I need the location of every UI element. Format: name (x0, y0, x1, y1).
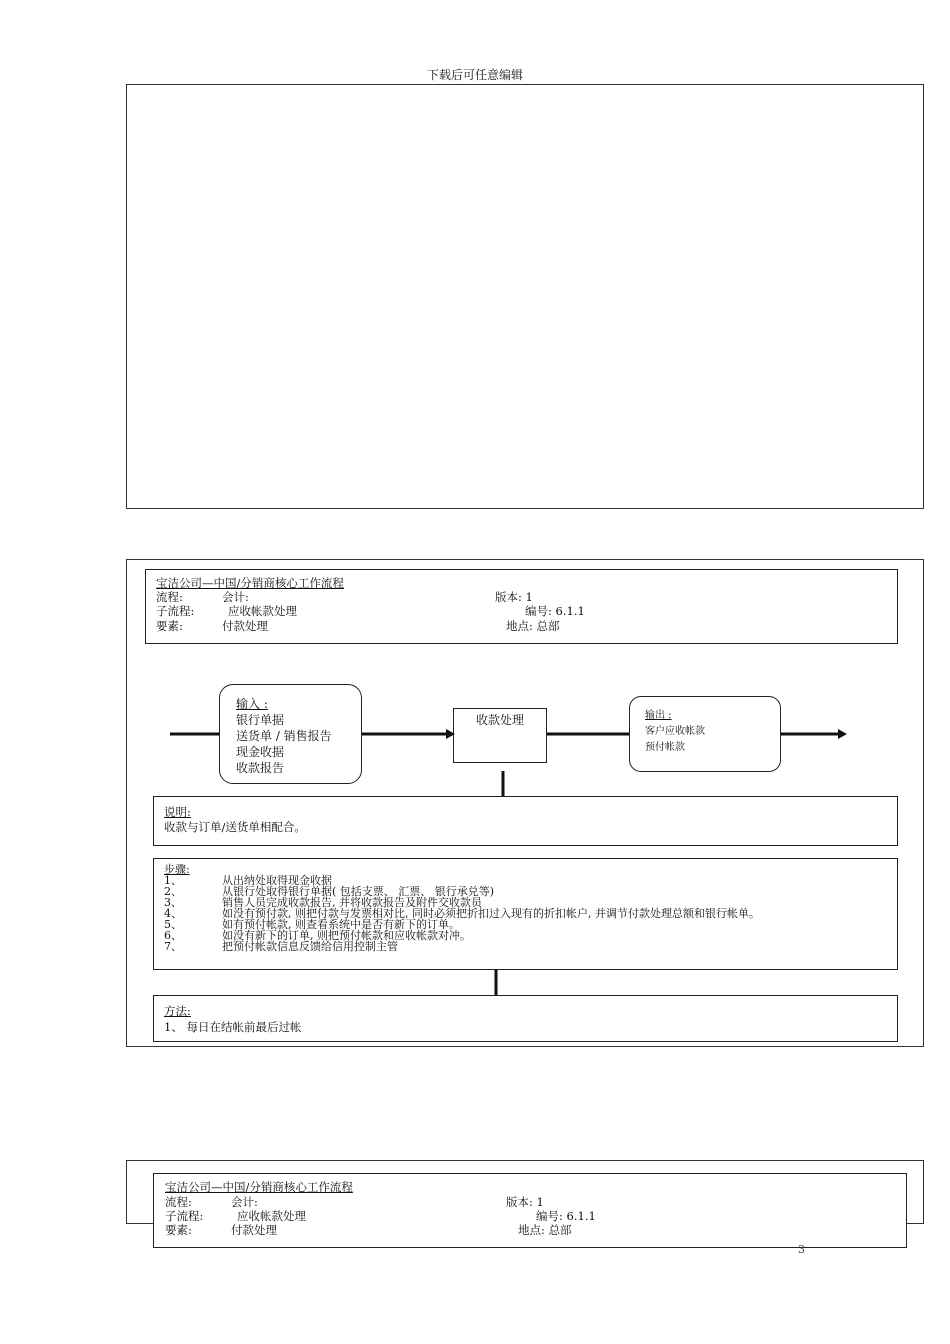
step-number: 5、 (164, 918, 182, 931)
step-text: 把预付帐款信息反馈给信用控制主管 (222, 940, 398, 953)
process-label: 收款处理 (476, 713, 525, 727)
step-number: 2、 (164, 885, 182, 898)
steps-title: 步骤: (164, 863, 190, 876)
element-label: 要素: (165, 1223, 192, 1237)
location-text: 地点: 总部 (518, 1223, 572, 1237)
blank-frame (126, 84, 924, 509)
step-number: 4、 (164, 907, 182, 920)
output-item: 客户应收帐款 (645, 726, 705, 737)
subflow-label: 子流程: (165, 1209, 204, 1223)
input-item: 银行单据 (236, 713, 285, 727)
input-item: 现金收据 (236, 745, 285, 759)
subflow-value: 应收帐款处理 (228, 604, 297, 618)
step-number: 3、 (164, 896, 182, 909)
element-value: 付款处理 (222, 619, 268, 633)
element-value: 付款处理 (231, 1223, 277, 1237)
number-text: 编号: 6.1.1 (525, 604, 585, 618)
input-item: 送货单 / 销售报告 (236, 729, 332, 743)
method-title: 方法: (164, 1004, 191, 1018)
step-text: 从银行处取得银行单据( 包括支票、 汇票、 银行承兑等) (222, 885, 495, 898)
page-number: 3 (798, 1243, 805, 1256)
subflow-label: 子流程: (156, 604, 195, 618)
page-header: 下载后可任意编辑 (426, 68, 523, 82)
step-row (164, 941, 760, 952)
subflow-value: 应收帐款处理 (237, 1209, 306, 1223)
step-text: 从出纳处取得现金收据 (222, 874, 332, 887)
flow-value: 会计: (231, 1195, 258, 1209)
flow-value: 会计: (222, 590, 249, 604)
company-title: 宝洁公司—中国/分销商核心工作流程 (156, 576, 344, 590)
step-number: 7、 (164, 940, 182, 953)
input-item: 收款报告 (236, 761, 285, 775)
steps-list (164, 864, 760, 952)
step-text: 销售人员完成收款报告, 并将收款报告及附件交收款员 (222, 896, 482, 909)
version-text: 版本: 1 (495, 590, 533, 604)
input-title: 输入 : (236, 697, 268, 711)
step-text: 如没有预付款, 则把付款与发票相对比, 同时必须把折扣过入现有的折扣帐户, 并调节付款处理总额和银行帐单。 (222, 907, 760, 920)
step-text: 如有预付帐款, 则查看系统中是否有新下的订单。 (222, 918, 460, 931)
company-title: 宝洁公司—中国/分销商核心工作流程 (165, 1180, 353, 1194)
output-item: 预付帐款 (645, 742, 685, 753)
step-text: 如没有新下的订单, 则把预付帐款和应收帐款对冲。 (222, 929, 471, 942)
description-title: 说明: (164, 805, 191, 819)
version-text: 版本: 1 (506, 1195, 544, 1209)
step-number: 1、 (164, 874, 182, 887)
step-number: 6、 (164, 929, 182, 942)
number-text: 编号: 6.1.1 (536, 1209, 596, 1223)
output-title: 输出 : (645, 710, 672, 721)
method-text: 1、 每日在结帐前最后过帐 (164, 1020, 302, 1034)
element-label: 要素: (156, 619, 183, 633)
description-text: 收款与订单/送货单相配合。 (164, 820, 306, 834)
location-text: 地点: 总部 (506, 619, 560, 633)
flow-label: 流程: (165, 1195, 192, 1209)
flow-label: 流程: (156, 590, 183, 604)
method-box (153, 995, 898, 1042)
